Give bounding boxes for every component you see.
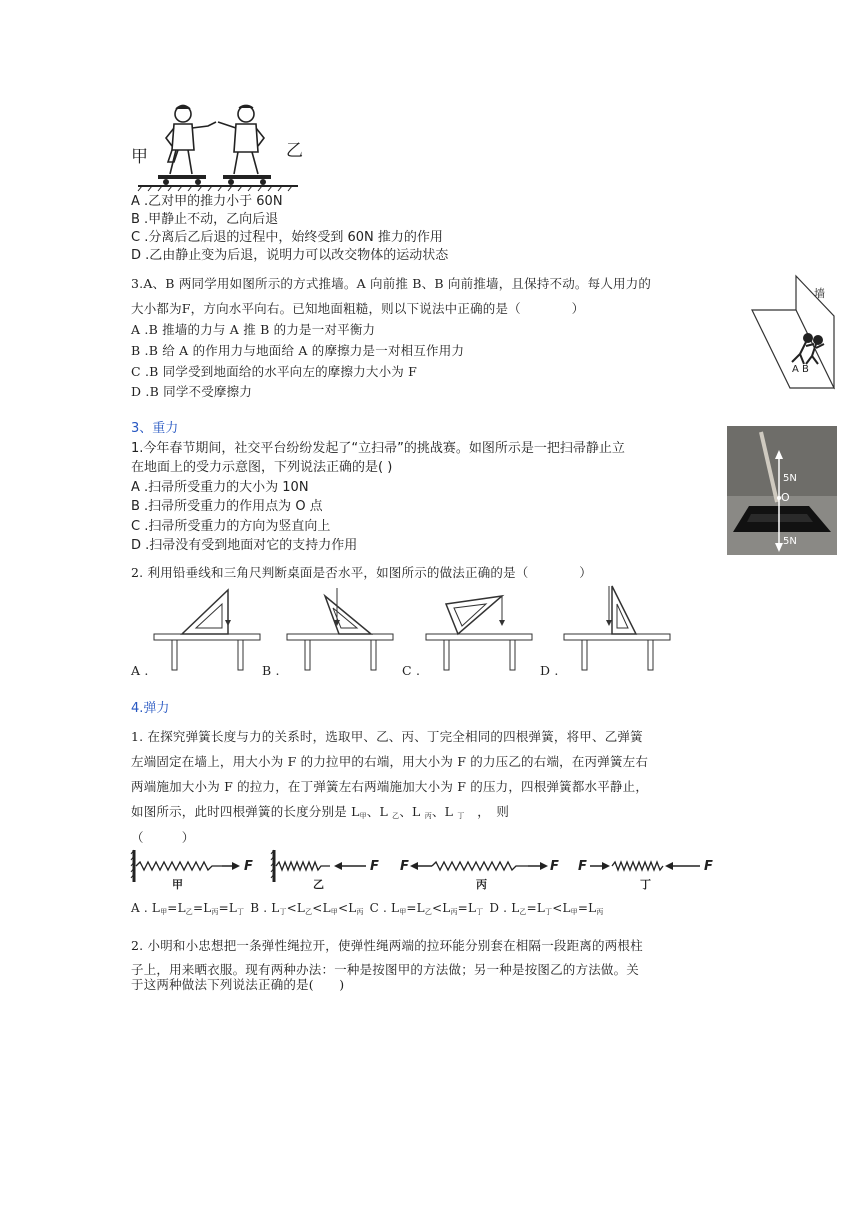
spring-option-c: C . $L_甲=L_乙<L_丙=L_丁$: [369, 901, 484, 916]
spring-option-a: A . $L_甲=L_乙=L_丙=L_丁$: [131, 901, 245, 916]
q3-stem-line2: 大小都为F，方向水平向右。已知地面粗糙，则以下说法中正确的是（ ）: [131, 301, 585, 316]
s3-q1-line2: 在地面上的受力示意图，下列说法正确的是( ): [131, 460, 393, 475]
spring-label-jia: 甲: [172, 878, 183, 891]
q2-option-d: D .乙由静止变为后退，说明力可以改交物体的运动状态: [131, 248, 449, 263]
label-yi: 乙: [286, 141, 303, 161]
force-label-yi: F: [370, 859, 379, 874]
sub-yi: 乙: [392, 812, 400, 820]
section3-heading: 3、重力: [131, 421, 179, 436]
spring-option-d: D . $L_乙=L_丁<L_甲=L_丙$: [489, 901, 604, 916]
q3-stem-line1: 3.A、B 两同学用如图所示的方式推墙。A 向前推 B、B 向前推墙，且保持不动。每人用力的: [131, 276, 652, 291]
label-ab: A B: [792, 364, 809, 375]
q3-option-c: C .B 同学受到地面给的水平向左的摩擦力大小为 F: [131, 364, 418, 379]
s3-q1-option-c: C .扫帚所受重力的方向为竖直向上: [131, 519, 331, 534]
spring-option-b: B . $L_丁<L_乙<L_甲<L_丙$: [250, 901, 364, 916]
force-label-ding-left: F: [578, 859, 587, 874]
spring-label-yi: 乙: [313, 878, 324, 891]
s4-q2-line2: 子上，用来晒衣服。现有两种办法：一种是按图甲的方法做；另一种是按图乙的方法做。关: [131, 962, 640, 977]
plumb-figure-b: [285, 582, 395, 672]
plumb-choice-d: D .: [540, 663, 559, 678]
skateboard-drawing: [128, 100, 308, 192]
s4-q1-line4-tail: ， 则: [477, 804, 510, 819]
plumb-figure-d: [562, 582, 672, 672]
s3-q1-option-a: A .扫帚所受重力的大小为 10N: [131, 480, 309, 495]
q3-option-a: A .B 推墙的力与 A 推 B 的力是一对平衡力: [131, 322, 376, 337]
s4-q1-options: [131, 899, 609, 921]
plumb-drawing-a: [152, 582, 262, 672]
s4-q1-line2: 左端固定在墙上，用大小为 F 的力拉甲的右端，用大小为 F 的力压乙的右端，在丙弹簧左右: [131, 754, 649, 769]
force-label-bing-right: F: [550, 859, 559, 874]
q2-option-b: B .甲静止不动，乙向后退: [131, 212, 279, 227]
s4-q1-options-row: [131, 901, 609, 915]
q2-option-c: C .分离后乙后退的过程中，始终受到 60N 推力的作用: [131, 230, 443, 245]
broom-label-bottom: 5N: [783, 536, 797, 547]
force-label-ding-right: F: [704, 859, 713, 874]
label-wall: 墙: [814, 287, 825, 300]
s3-q1-line1: 1.今年春节期间，社交平台纷纷发起了“立扫帚”的挑战赛。如图所示是一把扫帚静止立: [131, 441, 625, 456]
plumb-choice-c: C .: [402, 663, 421, 678]
spring-label-bing: 丙: [476, 878, 487, 891]
q2-option-a: A .乙对甲的推力小于 60N: [131, 194, 283, 209]
label-jia: 甲: [131, 147, 148, 167]
force-label-jia: F: [244, 859, 253, 874]
s3-q1-option-b: B .扫帚所受重力的作用点为 O 点: [131, 499, 323, 514]
force-label-bing-left: F: [400, 859, 409, 874]
plumb-choice-a: A .: [131, 663, 149, 678]
section4-heading: 4.弹力: [131, 701, 170, 716]
sub-jia: 甲: [359, 812, 367, 820]
s4-q1-line4: 如图所示，此时四根弹簧的长度分别是 $L_甲$、L $_乙$、L $_丙$、L $_丁$ ， 则: [131, 804, 510, 820]
q3-option-d: D .B 同学不受摩擦力: [131, 384, 253, 399]
plumb-figure-c: [424, 582, 534, 672]
broom-label-point: O: [781, 491, 790, 504]
springs-figure: [130, 846, 720, 892]
plumb-drawing-c: [424, 582, 534, 672]
springs-drawing: [130, 846, 720, 892]
sub-ding: 丁: [457, 812, 465, 820]
s4-q2-line1: 2. 小明和小忠想把一条弹性绳拉开，使弹性绳两端的拉环能分别套在相隔一段距离的两根柱: [131, 938, 643, 953]
q3-option-b: B .B 给 A 的作用力与地面给 A 的摩擦力是一对相互作用力: [131, 343, 465, 358]
s4-q1-paren: （ ）: [131, 830, 195, 845]
plumb-figure-a: [152, 582, 262, 672]
broom-label-top: 5N: [783, 473, 797, 484]
sub-bing: 丙: [424, 812, 432, 820]
plumb-choice-b: B .: [262, 663, 280, 678]
s4-q1-line3: 两端施加大小为 F 的拉力，在丁弹簧左右两端施加大小为 F 的压力，四根弹簧都水平静止，: [131, 779, 649, 794]
skateboard-figure: [128, 100, 308, 192]
plumb-drawing-d: [562, 582, 672, 672]
s4-q2-line3: 于这两种做法下列说法正确的是( ): [131, 977, 345, 992]
s3-q1-option-d: D .扫帚没有受到地面对它的支持力作用: [131, 538, 358, 553]
spring-label-ding: 丁: [640, 878, 651, 891]
s4-q1-line1: 1. 在探究弹簧长度与力的关系时，选取甲、乙、丙、丁完全相同的四根弹簧，将甲、乙弹簧: [131, 729, 643, 744]
plumb-drawing-b: [285, 582, 395, 672]
s4-q1-line4-text: 如图所示，此时四根弹簧的长度分别是 L: [131, 804, 360, 819]
s3-q2-stem: 2. 利用铅垂线和三角尺判断桌面是否水平，如图所示的做法正确的是（ ）: [131, 565, 593, 580]
